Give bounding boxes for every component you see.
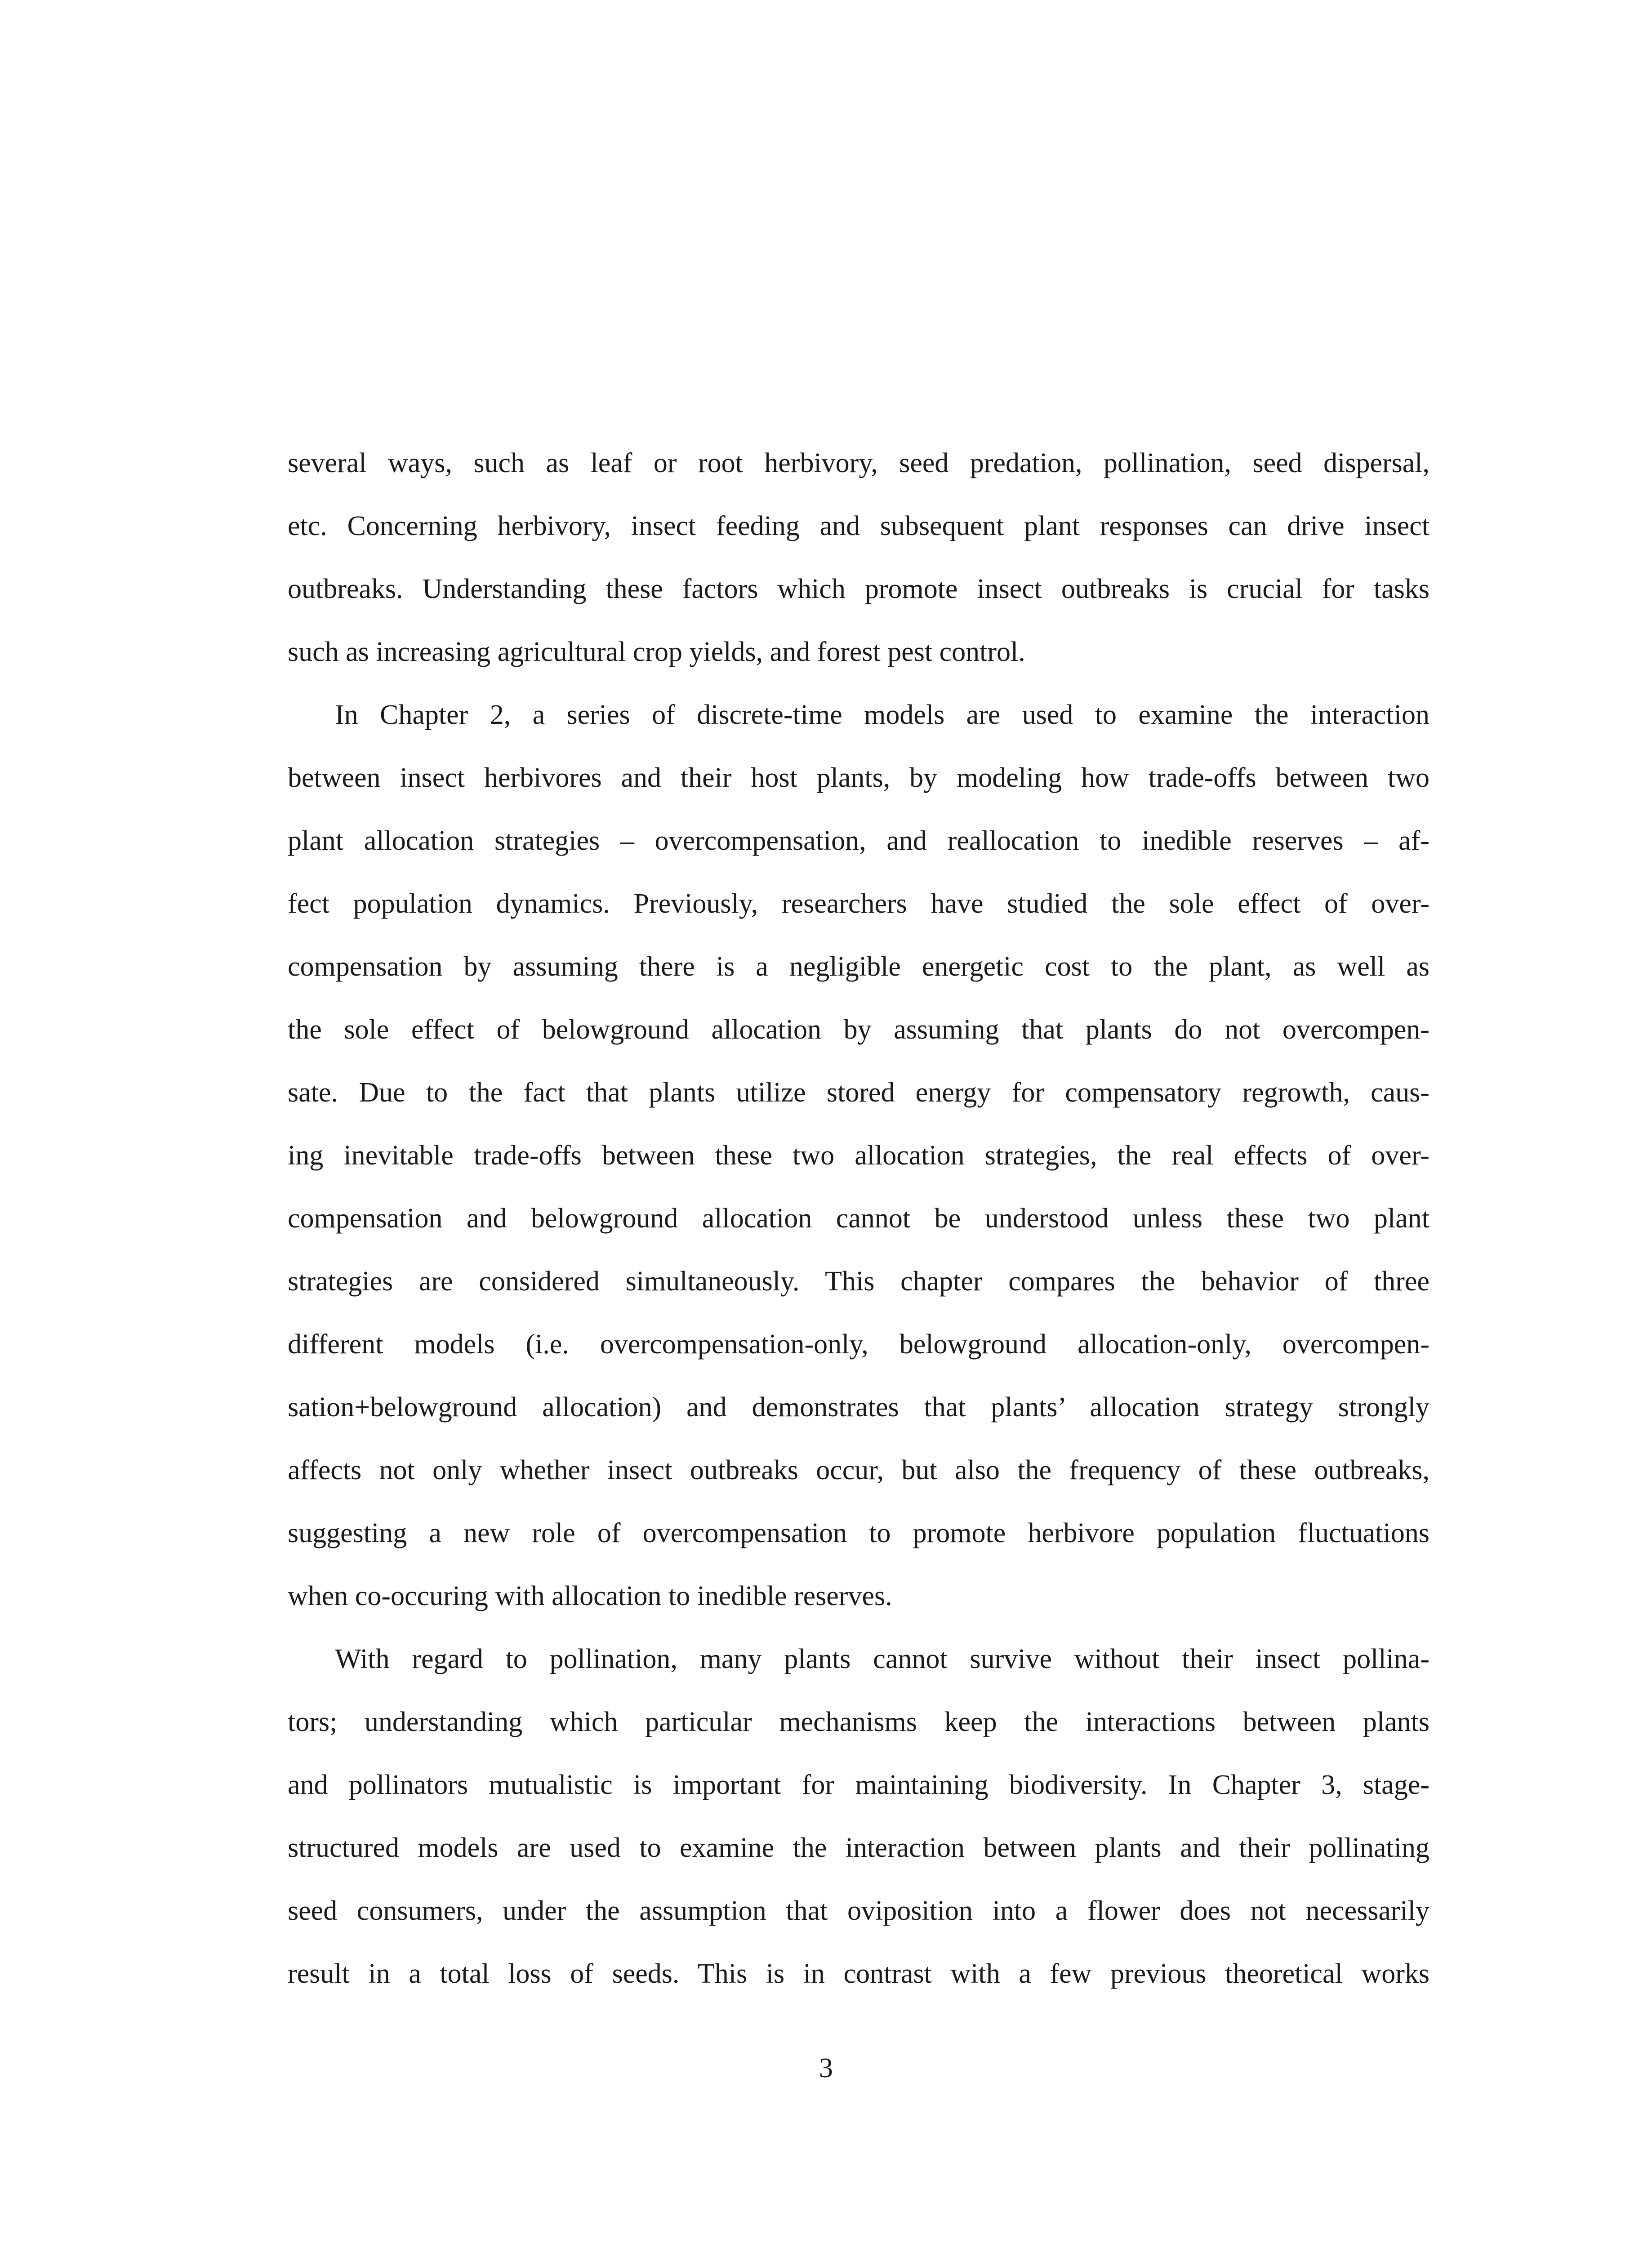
text-line: structured models are used to examine the interaction between plants and their pollinating bbox=[288, 1833, 1429, 1863]
text-line: the sole effect of belowground allocation by assuming that plants do not overcompen- bbox=[288, 1014, 1429, 1045]
page-number: 3 bbox=[819, 2053, 833, 2083]
text-line: strategies are considered simultaneously. This chapter compares the behavior of three bbox=[288, 1266, 1429, 1297]
text-line: and pollinators mutualistic is important for maintaining biodiversity. In Chapter 3, stage- bbox=[288, 1770, 1429, 1800]
text-line: tors; understanding which particular mechanisms keep the interactions between plants bbox=[288, 1707, 1429, 1737]
text-line: sate. Due to the fact that plants utilize stored energy for compensatory regrowth, caus- bbox=[288, 1077, 1429, 1108]
text-line: With regard to pollination, many plants cannot survive without their insect pollina- bbox=[335, 1644, 1429, 1674]
text-line: ing inevitable trade-offs between these two allocation strategies, the real effects of over- bbox=[288, 1140, 1429, 1171]
body-text bbox=[288, 432, 1429, 2005]
text-line: compensation and belowground allocation cannot be understood unless these two plant bbox=[288, 1203, 1429, 1234]
text-line: several ways, such as leaf or root herbivory, seed predation, pollination, seed dispersal, bbox=[288, 448, 1429, 478]
text-line: outbreaks. Understanding these factors which promote insect outbreaks is crucial for tasks bbox=[288, 574, 1429, 604]
text-line: etc. Concerning herbivory, insect feeding and subsequent plant responses can drive insect bbox=[288, 511, 1429, 541]
text-line: affects not only whether insect outbreaks occur, but also the frequency of these outbreaks, bbox=[288, 1455, 1429, 1485]
text-line: In Chapter 2, a series of discrete-time models are used to examine the interaction bbox=[335, 700, 1429, 730]
text-line: plant allocation strategies – overcompensation, and reallocation to inedible reserves – af- bbox=[288, 825, 1429, 856]
text-line: different models (i.e. overcompensation-only, belowground allocation-only, overcompen- bbox=[288, 1329, 1429, 1360]
text-line: sation+belowground allocation) and demonstrates that plants’ allocation strategy strongly bbox=[288, 1392, 1429, 1423]
text-line: between insect herbivores and their host plants, by modeling how trade-offs between two bbox=[288, 763, 1429, 793]
text-line: suggesting a new role of overcompensation to promote herbivore population fluctuations bbox=[288, 1518, 1429, 1548]
text-line: compensation by assuming there is a negligible energetic cost to the plant, as well as bbox=[288, 951, 1429, 982]
text-line: seed consumers, under the assumption that oviposition into a flower does not necessarily bbox=[288, 1896, 1429, 1926]
text-line: such as increasing agricultural crop yields, and forest pest control. bbox=[288, 637, 1025, 667]
text-line: fect population dynamics. Previously, researchers have studied the sole effect of over- bbox=[288, 888, 1429, 919]
text-line: when co-occuring with allocation to inedible reserves. bbox=[288, 1581, 892, 1611]
text-line: result in a total loss of seeds. This is in contrast with a few previous theoretical works bbox=[288, 1958, 1429, 1989]
